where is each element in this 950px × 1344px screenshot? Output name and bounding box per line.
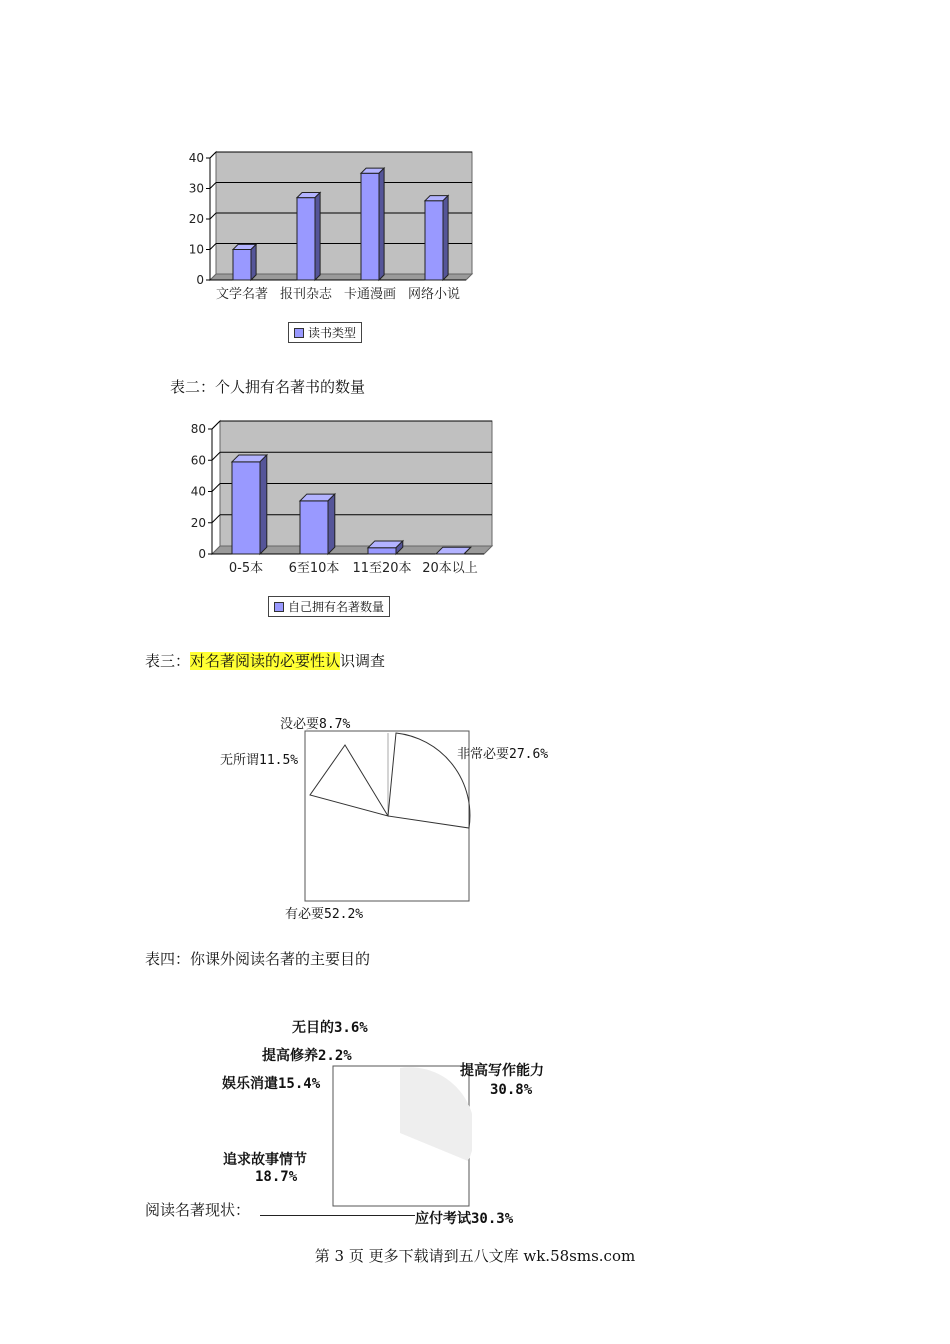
chart1-ytick-label: 40: [188, 151, 204, 165]
caption-table-2: 表二：个人拥有名著书的数量: [170, 378, 366, 396]
chart1-bar: [233, 244, 256, 280]
status-label-text: 阅读名著现状：: [145, 1201, 251, 1219]
reading-status-label: [145, 1199, 250, 1220]
legend-swatch: [274, 602, 284, 612]
chart1-ytick-label: 30: [188, 181, 204, 196]
chart2-ytick-label: 20: [190, 515, 206, 530]
chart2-legend: [268, 596, 390, 617]
chart2-category-label: 0-5本: [228, 561, 264, 576]
chart1-ytick-label: 0: [196, 273, 204, 287]
pie1-label-indifferent: 无所谓11.5%: [220, 753, 299, 768]
chart1-bar-front: [425, 201, 443, 280]
chart1-bar: [297, 193, 320, 280]
pie1-slice-indifferent: [310, 745, 388, 816]
pie2-label-story-value: 18.7%: [255, 1169, 298, 1185]
chart2-bar: [232, 455, 267, 554]
chart1-bar-front: [297, 198, 315, 280]
caption3-highlight: 对名著阅读的必要性认: [190, 652, 341, 670]
pie1-label-necessary: 有必要52.2%: [285, 907, 364, 922]
page-footer: 第 3 页 更多下载请到五八文库 wk.58sms.com: [314, 1247, 636, 1265]
chart2-ytick-label: 60: [190, 453, 206, 468]
pie1-label-very-necessary: 非常必要27.6%: [457, 747, 549, 762]
chart2-category-label: 11至20本: [352, 561, 412, 576]
chart2-bar-front: [368, 548, 396, 554]
chart2-category-label: 20本以上: [422, 561, 478, 576]
chart2-bar: [300, 494, 335, 554]
chart1-bar: [361, 168, 384, 280]
caption3-suffix: 识调查: [340, 652, 386, 670]
chart1-bar-side: [379, 168, 384, 280]
pie-purpose: [330, 1063, 472, 1209]
caption-table-4: 表四：你课外阅读名著的主要目的: [145, 950, 371, 968]
chart2-bar-side: [260, 455, 267, 554]
chart2-category-label: 6至10本: [288, 561, 340, 576]
pie2-label-cultivation: 提高修养2.2%: [262, 1048, 352, 1064]
legend-swatch: [294, 328, 304, 338]
chart1-ytick-label: 20: [188, 212, 204, 226]
chart2-ytick-label: 40: [190, 484, 206, 499]
chart2-legend-label: 自己拥有名著数量: [288, 600, 385, 614]
pie2-label-exam: 应付考试30.3%: [415, 1211, 514, 1227]
chart2-ytick-label: 0: [198, 547, 206, 561]
chart1-category-label: 文学名著: [215, 287, 269, 302]
chart1-bar-side: [251, 244, 256, 280]
caption-table-3: [145, 650, 385, 671]
chart1-bar-front: [233, 250, 251, 281]
chart1-bar-side: [443, 196, 448, 280]
chart1-bar-front: [361, 173, 379, 280]
caption3-prefix: 表三：: [145, 652, 191, 670]
chart2-bar: [436, 547, 471, 554]
pie2-label-no-purpose: 无目的3.6%: [292, 1020, 368, 1036]
pie2-slice-writing: [400, 1067, 472, 1161]
chart2-bar: [368, 541, 403, 554]
chart2-bar-front: [232, 462, 260, 554]
chart1-category-label: 卡通漫画: [343, 287, 397, 302]
chart1-bar: [425, 196, 448, 280]
chart-reading-types: [180, 140, 490, 310]
chart1-ytick-label: 10: [188, 242, 204, 257]
chart2-bar-side: [328, 494, 335, 554]
chart1-legend-label: 读书类型: [308, 326, 357, 340]
pie2-label-writing: 提高写作能力: [460, 1063, 544, 1079]
chart-owned-books: [180, 415, 510, 585]
chart1-bar-side: [315, 193, 320, 280]
fill-in-blank-line: [260, 1215, 415, 1216]
chart2-ytick-label: 80: [190, 422, 206, 436]
chart2-bar-front: [300, 501, 328, 554]
pie2-label-entertainment: 娱乐消遣15.4%: [222, 1076, 321, 1092]
pie2-label-writing-value: 30.8%: [490, 1082, 533, 1098]
pie2-label-story: 追求故事情节: [223, 1152, 307, 1168]
pie1-label-unnecessary: 没必要8.7%: [280, 717, 351, 732]
chart1-category-label: 网络小说: [407, 287, 461, 302]
chart1-legend: [288, 322, 362, 343]
chart1-category-label: 报刊杂志: [279, 287, 333, 302]
pie-necessity: [300, 728, 475, 906]
